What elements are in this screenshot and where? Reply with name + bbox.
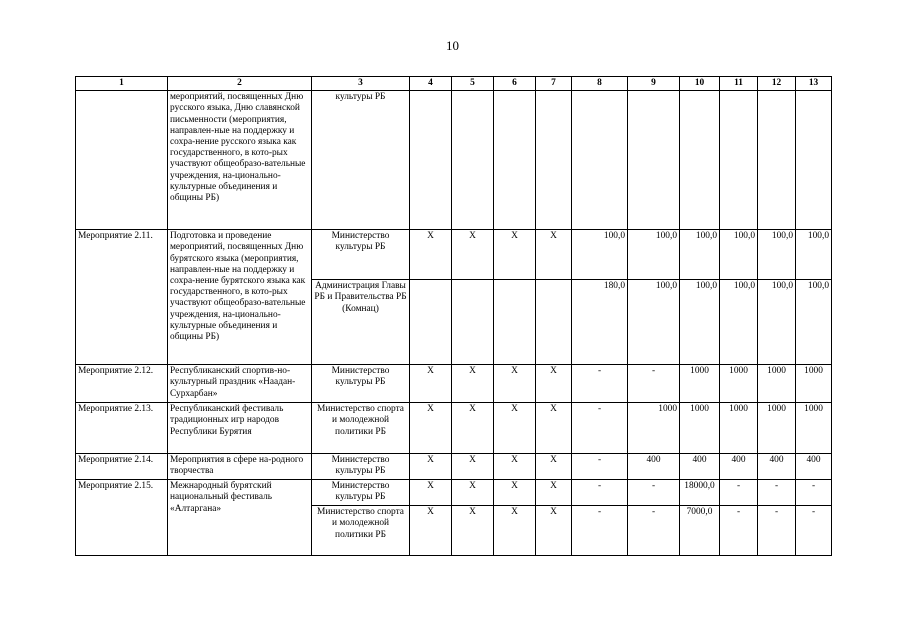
value-cell [796,91,832,230]
value-cell [494,280,536,365]
executor-cell: Министерство культуры РБ [312,454,410,480]
value-cell: 400 [796,454,832,480]
value-cell: 1000 [720,403,758,454]
value-cell [572,91,628,230]
value-cell [410,91,452,230]
value-cell: 100,0 [628,280,680,365]
value-cell: 18000,0 [680,480,720,506]
measure-description: мероприятий, посвященных Дню русского языка, Дню славянской письменности (мероприятия, направлен-ные на поддержку и сохра-нение русского языка как государственного, в кото-рых участвуют общеобразо-вательные учреждения, на-ционально-культурные объединения и общины РБ) [168,91,312,230]
table-row-2-11a [76,230,832,280]
measure-name: Мероприятие 2.12. [76,365,168,403]
value-cell [536,91,572,230]
value-cell: 1000 [758,403,796,454]
value-cell: 180,0 [572,280,628,365]
value-cell: X [410,403,452,454]
measure-name: Мероприятие 2.14. [76,454,168,480]
value-cell: X [494,403,536,454]
value-cell: X [410,365,452,403]
measure-description: Подготовка и проведение мероприятий, посвященных Дню бурятского языка (мероприятия, направлен-ные на поддержку и сохра-нение бурятского языка как государственного, в кото-рых участвуют общеобразо-вательные учреждения, на-ционально-культурные объединения и общины РБ) [168,230,312,365]
value-cell: 400 [758,454,796,480]
value-cell: X [536,365,572,403]
value-cell: 400 [680,454,720,480]
value-cell: X [410,480,452,506]
value-cell: X [536,454,572,480]
value-cell: 100,0 [680,280,720,365]
value-cell: X [452,480,494,506]
value-cell: 100,0 [720,280,758,365]
value-cell: - [572,506,628,556]
value-cell: - [758,480,796,506]
value-cell: - [758,506,796,556]
value-cell: 1000 [796,365,832,403]
value-cell: 1000 [680,403,720,454]
value-cell: - [796,506,832,556]
value-cell: X [410,230,452,280]
executor-cell: Администрация Главы РБ и Правительства РБ (Комнац) [312,280,410,365]
value-cell: X [410,506,452,556]
value-cell: 400 [628,454,680,480]
executor-cell: Министерство спорта и молодежной политики РБ [312,506,410,556]
executor-cell: Министерство спорта и молодежной политики РБ [312,403,410,454]
executor-cell: Министерство культуры РБ [312,230,410,280]
col-header: 3 [312,77,410,91]
col-header: 8 [572,77,628,91]
value-cell: 100,0 [572,230,628,280]
table-row-2-14 [76,454,832,480]
value-cell: - [720,480,758,506]
executor-cell: Министерство культуры РБ [312,365,410,403]
value-cell: 1000 [720,365,758,403]
col-header: 13 [796,77,832,91]
col-header: 11 [720,77,758,91]
measure-description: Межнародный бурятский национальный фестиваль «Алтаргана» [168,480,312,556]
value-cell [720,91,758,230]
value-cell: 100,0 [796,280,832,365]
col-header: 9 [628,77,680,91]
executor-cell: культуры РБ [312,91,410,230]
value-cell: 100,0 [720,230,758,280]
value-cell: X [494,480,536,506]
value-cell: 1000 [628,403,680,454]
page-number: 10 [446,38,459,53]
value-cell: X [452,230,494,280]
executor-cell: Министерство культуры РБ [312,480,410,506]
value-cell: X [410,454,452,480]
table-row-2-15a [76,480,832,506]
value-cell [758,91,796,230]
measure-name-cell [76,91,168,230]
value-cell: - [628,506,680,556]
value-cell: 1000 [680,365,720,403]
measure-description: Республиканский фестиваль традиционных игр народов Республики Бурятия [168,403,312,454]
value-cell: X [494,230,536,280]
value-cell: - [572,454,628,480]
value-cell [680,91,720,230]
value-cell: X [452,365,494,403]
col-header: 4 [410,77,452,91]
value-cell: X [536,403,572,454]
value-cell: - [628,365,680,403]
value-cell [628,91,680,230]
measure-name: Мероприятие 2.15. [76,480,168,556]
measure-description: Мероприятия в сфере на-родного творчества [168,454,312,480]
col-header: 2 [168,77,312,91]
value-cell: 1000 [796,403,832,454]
value-cell: 400 [720,454,758,480]
value-cell [536,280,572,365]
value-cell: X [452,506,494,556]
col-header: 1 [76,77,168,91]
value-cell: X [494,365,536,403]
value-cell: X [494,454,536,480]
value-cell: 100,0 [796,230,832,280]
col-header: 7 [536,77,572,91]
value-cell: 100,0 [758,230,796,280]
table-row-2-13 [76,403,832,454]
col-header: 12 [758,77,796,91]
value-cell: X [536,230,572,280]
measure-description: Республиканский спортив-но-культурный праздник «Наадан-Сурхарбан» [168,365,312,403]
value-cell: X [452,403,494,454]
table-row-2-12 [76,365,832,403]
table-row-continuation [76,91,832,230]
value-cell [410,280,452,365]
value-cell: X [494,506,536,556]
value-cell: - [572,480,628,506]
value-cell: 100,0 [680,230,720,280]
value-cell [452,280,494,365]
col-header: 10 [680,77,720,91]
value-cell: - [628,480,680,506]
value-cell: 1000 [758,365,796,403]
value-cell: - [796,480,832,506]
value-cell [494,91,536,230]
value-cell: X [536,480,572,506]
value-cell: 100,0 [758,280,796,365]
measure-name: Мероприятие 2.11. [76,230,168,365]
col-header: 6 [494,77,536,91]
value-cell: - [572,403,628,454]
value-cell: - [572,365,628,403]
value-cell: X [452,454,494,480]
value-cell: 100,0 [628,230,680,280]
measure-name: Мероприятие 2.13. [76,403,168,454]
value-cell [452,91,494,230]
col-header: 5 [452,77,494,91]
program-table [75,76,832,556]
value-cell: 7000,0 [680,506,720,556]
header-row [76,77,832,91]
value-cell: X [536,506,572,556]
value-cell: - [720,506,758,556]
